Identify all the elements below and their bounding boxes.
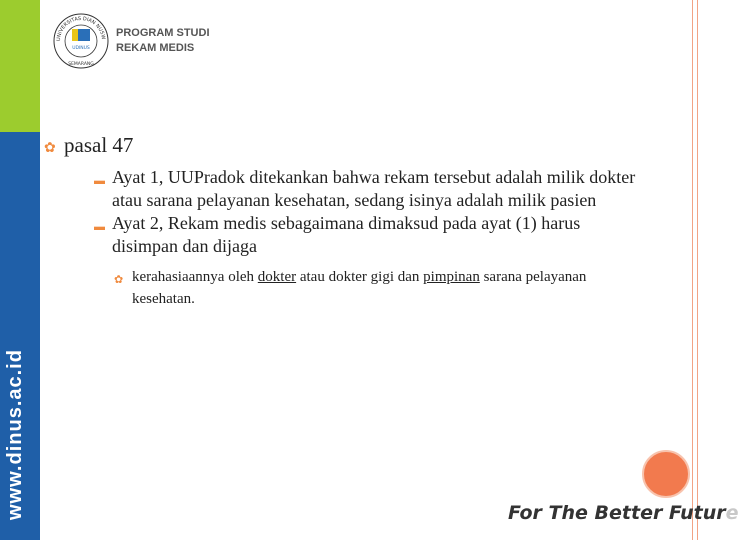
list-item xyxy=(94,166,644,212)
university-seal-logo xyxy=(52,12,110,70)
heading-text: pasal 47 xyxy=(64,133,134,157)
right-border-line xyxy=(697,0,698,540)
sub-text-part: atau dokter gigi dan xyxy=(296,269,424,285)
gear-bullet-icon: ✿ xyxy=(114,274,124,286)
sub-list-item xyxy=(114,266,644,310)
seal-abbr: UDINUS xyxy=(72,46,90,51)
website-url: www.dinus.ac.id xyxy=(4,349,26,520)
tagline-main: For The Better Futur xyxy=(508,502,726,524)
sub-text-part: kerahasiaannya oleh xyxy=(132,269,258,285)
gear-bullet-icon: ✿ xyxy=(44,141,56,156)
list-bullet-icon: ▬ xyxy=(94,175,105,187)
sidebar-green-block xyxy=(0,0,40,132)
list-item xyxy=(94,212,644,258)
sub-text-part: sarana pelayanan kesehatan. xyxy=(132,269,587,307)
logo-line-2: REKAM MEDIS xyxy=(116,42,195,54)
pimpinan-link[interactable]: pimpinan xyxy=(423,269,480,285)
seal-ring-text: UNIVERSITAS DIAN NUSW xyxy=(55,15,107,42)
tagline-end: e xyxy=(725,502,739,524)
tagline xyxy=(508,502,739,524)
list-item-text: Ayat 2, Rekam medis sebagaimana dimaksud pada ayat (1) harus disimpan dan dijaga xyxy=(112,213,581,256)
list-bullet-icon: ▬ xyxy=(94,221,105,233)
seal-city: SEMARANG xyxy=(68,62,94,67)
dokter-link[interactable]: dokter xyxy=(257,269,297,285)
right-border-line xyxy=(692,0,693,540)
logo-line-1: PROGRAM STUDI xyxy=(116,27,210,39)
orange-circle-decoration xyxy=(642,450,690,498)
heading-item xyxy=(44,132,644,158)
slide-content xyxy=(44,132,644,310)
program-logo-text xyxy=(116,26,210,56)
list-item-text: Ayat 1, UUPradok ditekankan bahwa rekam tersebut adalah milik dokter atau sarana pelayanan kesehatan, sedang isinya adalah milik pasien xyxy=(112,167,636,210)
